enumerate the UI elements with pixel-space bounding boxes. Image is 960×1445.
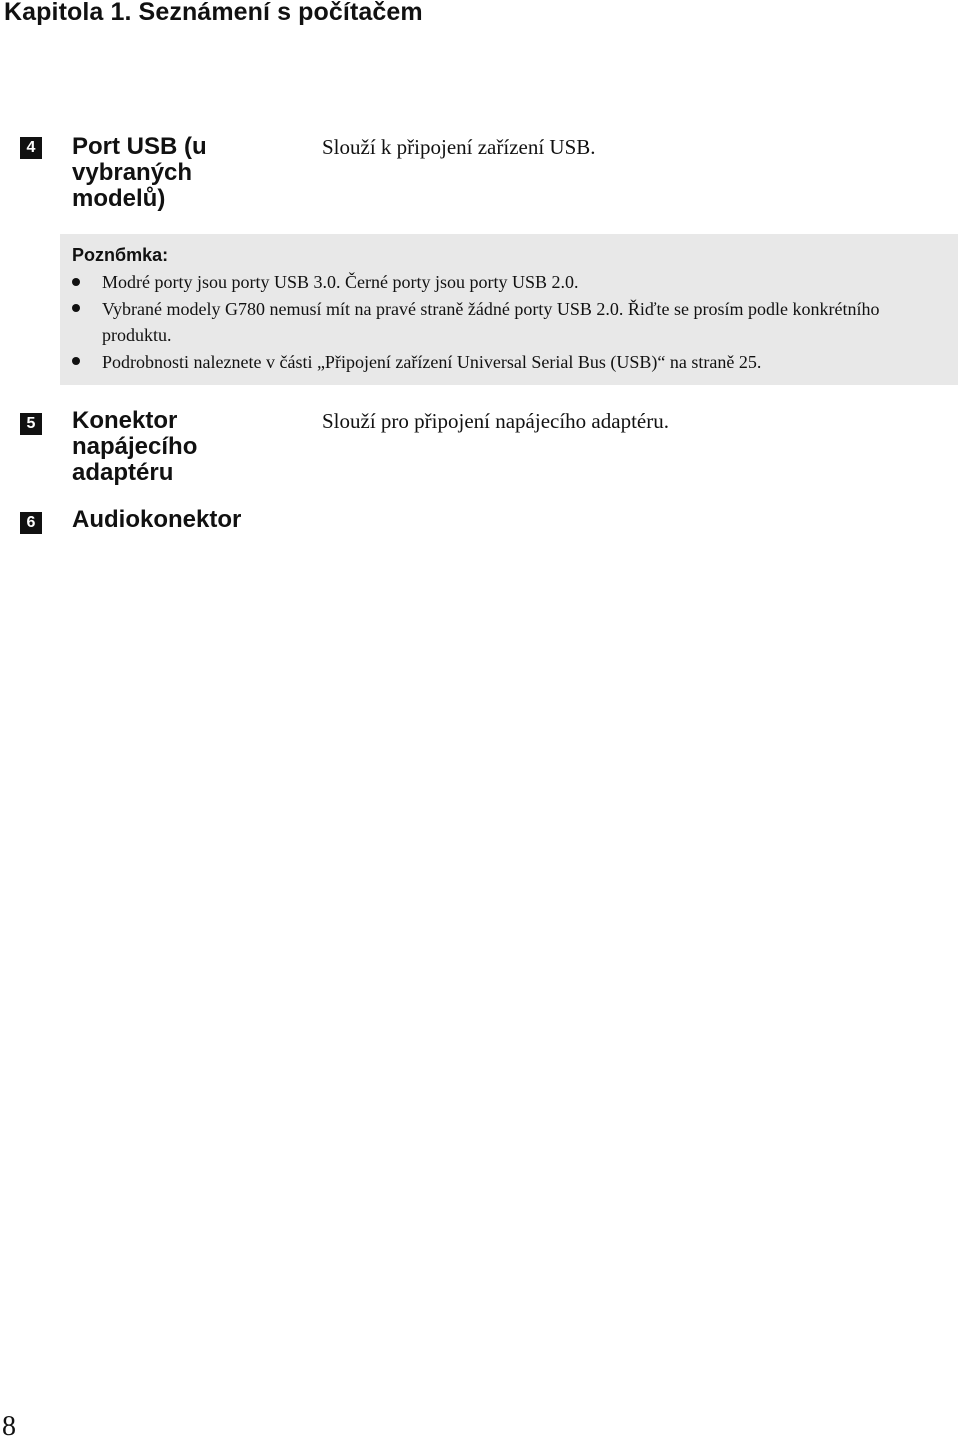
note-item [60, 269, 940, 296]
note-item-text: Modré porty jsou porty USB 3.0. Černé porty jsou porty USB 2.0. [102, 272, 579, 292]
bullet-icon [72, 304, 80, 312]
entry-term: Konektor napájecího adaptéru [72, 407, 198, 486]
note-heading: Poznбmka: [72, 245, 169, 265]
chapter-title: Kapitola 1. Seznámení s počítačem [4, 0, 423, 26]
note-item-text: Podrobnosti naleznete v části „Připojení zařízení Universal Serial Bus (USB)“ na straně 25. [102, 351, 762, 372]
note-item [60, 349, 940, 376]
entry-number-badge: 5 [20, 413, 42, 435]
entry-term: Port USB (u vybraných modelů) [72, 133, 207, 212]
page-number: 8 [2, 1411, 16, 1442]
entry-description: Slouží k připojení zařízení USB. [322, 135, 596, 159]
entry-term: Audiokonektor [72, 506, 242, 533]
note-item-text: Vybrané modely G780 nemusí mít na pravé straně žádné porty USB 2.0. Řiďte se prosím podle konkrétního produktu. [102, 298, 880, 345]
entry-number-badge: 6 [20, 512, 42, 534]
note-box [60, 234, 958, 385]
note-item [60, 296, 940, 349]
bullet-icon [72, 278, 80, 286]
bullet-icon [72, 357, 80, 365]
note-list [60, 269, 940, 375]
entry-number-badge: 4 [20, 137, 42, 159]
entry-description: Slouží pro připojení napájecího adaptéru. [322, 409, 669, 433]
